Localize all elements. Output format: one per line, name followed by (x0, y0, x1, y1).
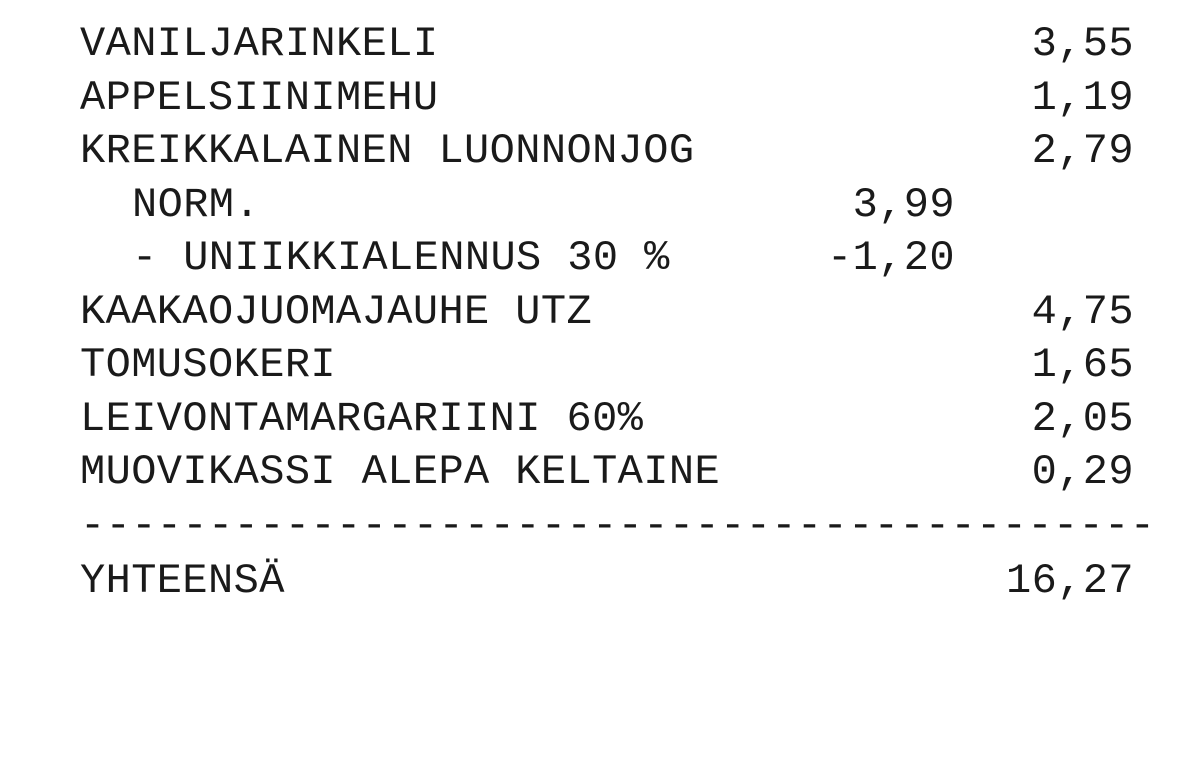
item-name: TOMUSOKERI (80, 341, 337, 389)
item-price: 2,79 (1031, 127, 1134, 175)
total-line (80, 555, 1160, 609)
item-price: 4,75 (1031, 287, 1134, 336)
item-name: MUOVIKASSI ALEPA KELTAINE (80, 448, 721, 496)
discount-line (80, 232, 1160, 286)
normal-price-label: NORM. (132, 180, 261, 229)
line-item (80, 393, 1160, 447)
line-item (80, 125, 1160, 179)
item-price: 1,19 (1031, 73, 1134, 122)
line-item (80, 339, 1160, 393)
normal-price-value: 3,99 (852, 180, 955, 229)
divider-dashes: ------------------------------------------ (80, 501, 1156, 550)
total-label: YHTEENSÄ (80, 557, 285, 605)
line-item (80, 18, 1160, 72)
item-name: LEIVONTAMARGARIINI 60% (80, 394, 644, 443)
item-name: VANILJARINKELI (80, 20, 439, 68)
item-price: 2,05 (1031, 394, 1134, 443)
item-name: APPELSIINIMEHU (80, 73, 439, 122)
item-price: 1,65 (1031, 341, 1134, 389)
total-value: 16,27 (1005, 557, 1134, 605)
line-item (80, 286, 1160, 340)
item-price: 0,29 (1031, 448, 1134, 496)
line-item (80, 72, 1160, 126)
item-name: KREIKKALAINEN LUONNONJOG (80, 127, 695, 175)
divider-line (80, 500, 1160, 554)
line-item (80, 446, 1160, 500)
normal-price-line (80, 179, 1160, 233)
item-name: KAAKAOJUOMAJAUHE UTZ (80, 287, 593, 336)
item-price: 3,55 (1031, 20, 1134, 68)
discount-label: - UNIIKKIALENNUS 30 % (132, 234, 670, 282)
receipt (80, 18, 1160, 609)
discount-amount: -1,20 (826, 234, 955, 282)
